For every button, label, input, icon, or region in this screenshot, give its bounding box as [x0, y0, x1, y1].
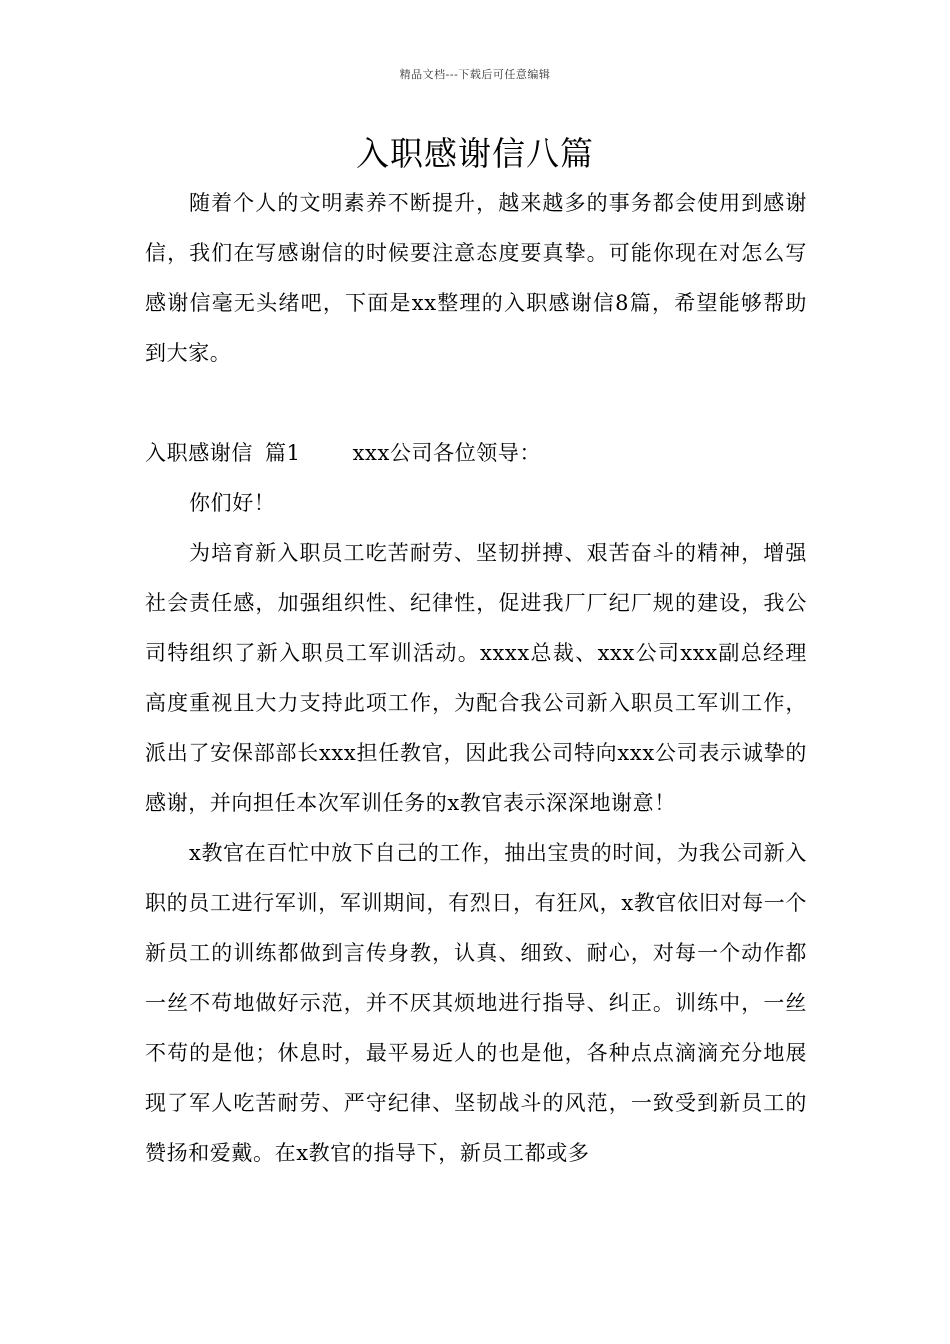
intro-paragraph: 随着个人的文明素养不断提升，越来越多的事务都会使用到感谢信，我们在写感谢信的时候要注意态度要真挚。可能你现在对怎么写感谢信毫无头绪吧，下面是xx整理的入职感谢信8篇，希望能够帮助到大家。: [145, 191, 807, 365]
letter-greeting: 你们好！: [189, 491, 276, 515]
document-body: [145, 178, 807, 1178]
document-title: 入职感谢信八篇: [356, 134, 594, 173]
letter-paragraph: 为培育新入职员工吃苦耐劳、坚韧拼搏、艰苦奋斗的精神，增强社会责任感，加强组织性、纪律性，促进我厂厂纪厂规的建设，我公司特组织了新入职员工军训活动。xxxx总裁、xxx公司xxx副总经理高度重视且大力支持此项工作，为配合我公司新入职员工军训工作，派出了安保部部长xxx担任教官，因此我公司特向xxx公司表示诚挚的感谢，并向担任本次军训任务的x教官表示深深地谢意！: [145, 541, 807, 815]
section-number: 篇1: [265, 441, 301, 465]
section-heading-line: [145, 428, 807, 478]
letter-paragraph: x教官在百忙中放下自己的工作，抽出宝贵的时间，为我公司新入职的员工进行军训，军训期间，有烈日，有狂风，x教官依旧对每一个新员工的训练都做到言传身教，认真、细致、耐心，对每一个动作都一丝不苟地做好示范，并不厌其烦地进行指导、纠正。训练中，一丝不苟的是他；休息时，最平易近人的也是他，各种点点滴滴充分地展现了军人吃苦耐劳、严守纪律、坚韧战斗的风范，一致受到新员工的赞扬和爱戴。在x教官的指导下，新员工都或多: [145, 841, 807, 1165]
paragraph-spacer: [145, 378, 807, 428]
letter-salutation: xxx公司各位领导：: [352, 441, 542, 465]
page-header-watermark: 精品文档---下载后可任意编辑: [399, 68, 551, 81]
section-label: 入职感谢信: [145, 441, 253, 465]
